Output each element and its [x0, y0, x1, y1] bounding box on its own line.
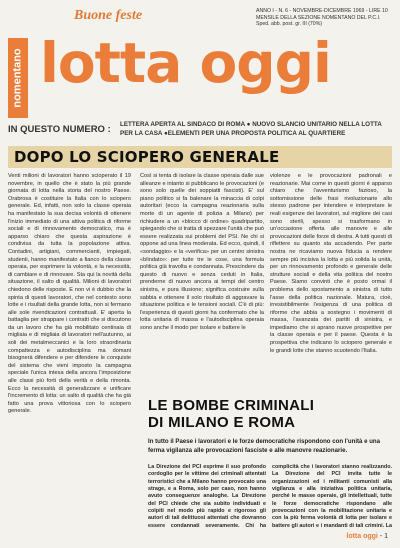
in-this-issue-text: LETTERA APERTA AL SINDACO DI ROMA ● NUOVO SLANCIO UNITARIO NELLA LOTTA PER LA CASA ●ELEMENTI PER UNA PROPOSTA POLITICA AL QUARTIERE	[120, 121, 382, 137]
section-label: nomentano	[12, 48, 24, 108]
page-footer	[346, 533, 388, 540]
in-this-issue-label: IN QUESTO NUMERO :	[8, 124, 111, 135]
article1-column-1: Venti milioni di lavoratori hanno scioperato il 19 novembre, in quello che è stato la più grande giornata di lotta nella storia del nostro Paese. Orabrosa è costituire la Italia con lo sciopero generale. Ed, infatti, non solo la classe operaia ha manifestato la sua decisa volontà di ottenere l'inizio immediato di una attiva politica di riforme sociali e di rinnovamento democratico, ma è apparso chiaro che questa aspirazione è condivisa da tutta la popolazione attiva. Contadini, artigiani, commercianti, impiegati, studenti, hanno manifestato a fianco della classe operaia, per esprimere la volontà, e la necessità, di cambiare e di rinnovare. Sta qui la novità della situazione, il salto di qualità. Milioni di lavoratori chiedono delle risposte. E non vi è dubbio che la spinta di questi lavoratori, che nel contesto sono lotte e i risultati della grande lotta, non si fermano alle sole rivendicazioni contrattuali. E' aperta la battaglia per strappare i contratti che si discutono da un lavoro che ha già mobilitato centinaia di migliaia e di migliaia di lavoratori nell'autunno, ai soli dei metalmeccanici e la loro straordinaria compattezza e autodisciplina ma domani bisognerà difendere e per difendere le conquiste del sistema che vieni imposto la campagna speciale l'unica intesa della ancora l'imposizione alle classi più forti della verità e della rimonta. Ecco la necessità di generalizzare e unificare l'incremento di lotta: un salto di qualità che ha già fatto una prova vittoriosa con lo sciopero generale.	[8, 173, 131, 415]
main-headline-bar	[8, 146, 392, 168]
article1-column-3: violenze e le provocazioni padronali e reazionarie. Mai come in questi giorni è apparso chiaro che l'avventurismo fazioso, la sottomissione delle frasi rivoluzionarie allo stesso padrone per intendere e interpretare le reali esigenze dei lavoratori, sul migliore dei casi sono sterili, spesso si trasformano in un'occasione offerta alle manovre e alle provocazioni delle forze di destra. A tutti questi di riflettere su quanto sta accadendo. Per parte nostra ne ricaviamo nuova fiducia a rendere sempre più incisiva la lotta e più solida la unità, per un rinnovamento profondo e generale delle strutture sociali e della vita politica del nostro Paese. Siamo convinti che è posto ormai il problema dello spostamento a sinistra di tutto l'asse della politica nazionale. Matura, cioè, irresistibilmente l'esigenza di una politica di riforme che abbia a sostegno i movimenti di massa, l'avanzata dei partiti di sinistra, e impediamo che si aprano nuove prospettive per la classe operaia e per il paese. Questa è la prospettiva che indicano lo sciopero generale e le grandi lotte che stanno scuotendo l'Italia.	[270, 173, 392, 354]
article1-column-2: Così si tenta di isolare la classe operaia dalle sue alleanze e intanto si pubblicano le provocazioni (e sono solo quelle dei soppiatti fascisti). E' sul piano politico si fa balenare la minaccia di colpi autoritari (ecco la campagna reazionaria sulla morte di un agente di polizia a Milano) per richiudere a un «blocco di ordine» quadripartito, spiegando che si tratta di spezzare l'unità che può essere realizzata sui problemi del PSI. Ne chi si oppone ad una linea moderata. Ed ecco, quindi, il «sondaggio» e la «verifica» per un centro sinistra «blindato»: per tutte tre le cose, una formula politica già travolta e condannata. Prescindere da questo di nuovo e senza ceduti in Italia, prenderne di nuovo ancora ai tempi del centro sinistra, e pura illusione; significa costruire sulla sabbia e ottenere il solo risultato di aggravare la situazione politica e le tensioni sociali. C'è di più: l'esperienza di questi giorni ha confermato che la lotta unitaria di massa e l'autodisciplina operaia sono anche il modo per isolare e battere le	[140, 173, 264, 331]
article2-column-1: La Direzione del PCI esprime il suo profondo cordoglio per le vittime dei criminali attentati terroristici che a Milano hanno provocato una strage, e a Roma, solo per caso, non hanno avuto conseguenze analoghe. La Direzione del PCI chiede che sia subito individuati e colpiti nel modo più rapido e rigoroso gli autori di tali delittuosi attentati che dovranno essere condannati severamente. Chi ha	[148, 464, 266, 528]
page-number: - 1	[379, 533, 388, 540]
article2-headline-line1: LE BOMBE CRIMINALI	[148, 397, 315, 414]
footer-name: lotta oggi	[346, 533, 378, 540]
article2-headline	[148, 398, 314, 431]
newspaper-title: lotta oggi	[40, 31, 331, 95]
article2-column-2: complicità che i lavoratori stanno realizzando. La Direzione del PCI invita tutte le organizzazioni ed i militanti comunisti alla vigilanza e alla iniziativa politica unitaria, perché le masse operaie, gli intellettuali, tutte le forze democratiche rispondano alle provocazioni con la mobilitazione unitaria e con la più ferma volontà di lotta per isolare e battere gli autori e i mandanti di tali crimini. La	[272, 464, 392, 528]
article2-lead: In tutto il Paese i lavoratori e le forze democratiche rispondono con l'unità e una ferma vigilanza alle provocazioni fasciste e alle manovre reazionarie.	[148, 438, 381, 454]
issue-info: ANNO I - N. 6 - NOVEMBRE-DICEMBRE 1969 - LIRE 10 MENSILE DELLA SEZIONE NOMENTANO DEL P.C.I. Sped. abb. post. gr. III (70%)	[256, 8, 388, 27]
section-banner	[8, 38, 28, 118]
article2-headline-line2: DI MILANO E ROMA	[148, 413, 296, 431]
main-headline: DOPO LO SCIOPERO GENERALE	[14, 148, 280, 166]
season-greeting: Buone feste	[74, 8, 143, 23]
